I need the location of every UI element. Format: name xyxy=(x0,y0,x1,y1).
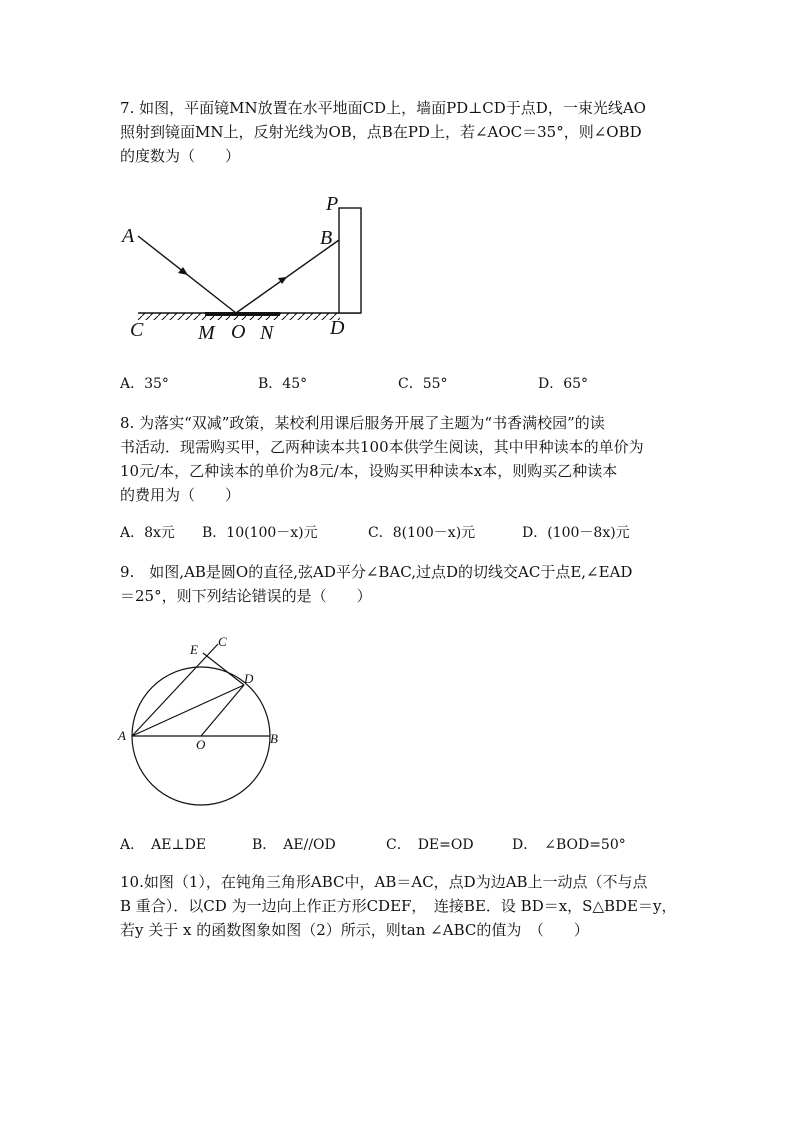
q10-text-line-2: B 重合）．以CD 为一边向上作正方形CDEF， 连接BE．设 BD＝x，S△BDE＝y， xyxy=(120,897,677,915)
label-d: D xyxy=(244,671,254,686)
q7-option-c[interactable]: C．55° xyxy=(398,376,448,392)
q7-text-line-1: 7. 如图，平面镜MN放置在水平地面CD上，墙面PD⊥CD于点D，一束光线AO xyxy=(120,99,646,117)
label-c: C xyxy=(218,634,227,649)
q7-text-line-3: 的度数为（ ） xyxy=(120,147,241,165)
q7-options xyxy=(120,373,720,395)
q8-text-line-3: 10元/本，乙种读本的单价为8元/本，设购买甲种读本x本，则购买乙种读本 xyxy=(120,462,618,480)
q10-text-line-1: 10.如图（1），在钝角三角形ABC中，AB＝AC，点D为边AB上一动点（不与点 xyxy=(120,873,648,891)
line-ac xyxy=(132,644,218,736)
q8-text-line-1: 8. 为落实“双减”政策，某校利用课后服务开展了主题为“书香满校园”的读 xyxy=(120,414,605,432)
label-b: B xyxy=(270,731,278,746)
q10-text-line-3: 若y 关于 x 的函数图象如图（2）所示，则tan ∠ABC的值为 （ ） xyxy=(120,921,589,939)
chord-ad xyxy=(132,685,244,736)
label-p: P xyxy=(326,193,339,215)
q9-text-line-2: ＝25°，则下列结论错误的是（ ） xyxy=(120,587,372,605)
q8-option-c[interactable]: C．8(100－x)元 xyxy=(368,525,476,541)
label-o: O xyxy=(231,321,246,343)
q9-option-d[interactable]: D． ∠BOD=50° xyxy=(512,837,626,853)
q9-option-b[interactable]: B． AE//OD xyxy=(252,837,336,853)
ray-ob xyxy=(236,240,339,313)
label-d: D xyxy=(330,317,345,339)
q8-option-d[interactable]: D．(100－8x)元 xyxy=(522,525,630,541)
q8-text-line-2: 书活动．现需购买甲，乙两种读本共100本供学生阅读，其中甲种读本的单价为 xyxy=(120,438,644,456)
q9-circle-figure xyxy=(112,628,292,808)
label-b: B xyxy=(320,227,333,249)
wall-pd xyxy=(339,208,361,313)
label-m: M xyxy=(198,322,215,344)
q9-options xyxy=(120,834,720,856)
q7-text-line-2: 照射到镜面MN上，反射光线为OB，点B在PD上，若∠AOC＝35°，则∠OBD xyxy=(120,123,642,141)
label-e: E xyxy=(190,642,198,657)
radius-od xyxy=(201,685,244,736)
q8-option-b[interactable]: B．10(100－x)元 xyxy=(202,525,318,541)
label-n: N xyxy=(260,322,274,344)
q8-text-line-4: 的费用为（ ） xyxy=(120,486,241,504)
q9-option-c[interactable]: C． DE=OD xyxy=(386,837,474,853)
q7-option-a[interactable]: A．35° xyxy=(120,376,169,392)
label-a: A xyxy=(122,225,135,247)
q8-options xyxy=(120,522,720,544)
label-a: A xyxy=(118,728,126,743)
q9-option-a[interactable]: A． AE⊥DE xyxy=(120,837,207,853)
tangent-ed xyxy=(203,653,244,685)
q7-mirror-figure xyxy=(110,188,380,348)
q7-option-d[interactable]: D．65° xyxy=(538,376,589,392)
q8-option-a[interactable]: A．8x元 xyxy=(120,525,175,541)
q9-text-line-1: 9. 如图,AB是圆O的直径,弦AD平分∠BAC,过点D的切线交AC于点E,∠EAD xyxy=(120,563,633,581)
label-o: O xyxy=(196,737,206,752)
label-c: C xyxy=(130,319,144,341)
q7-option-b[interactable]: B．45° xyxy=(258,376,308,392)
